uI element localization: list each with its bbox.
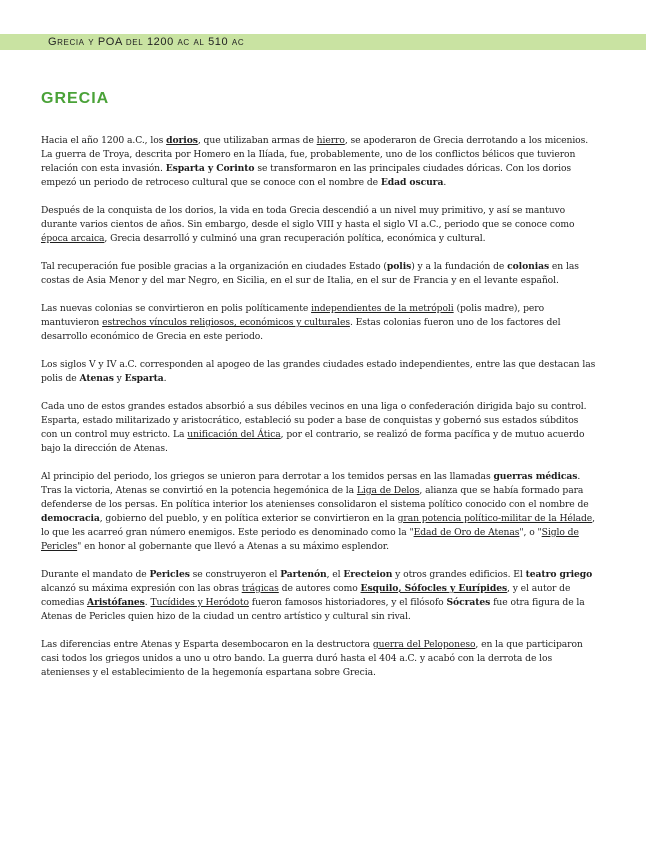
paragraph [41,470,597,554]
paragraph [41,302,597,344]
link-term[interactable]: gran potencia político-militar de la Hélade [397,513,593,524]
link-term[interactable]: hierro [316,135,345,146]
bold-term: Erecteion [343,569,393,580]
paragraph [41,134,597,190]
link-term[interactable]: Tucídides y Heródoto [150,597,249,608]
text-run: , el [326,569,344,580]
link-term-wrap[interactable] [398,513,593,524]
link-term-wrap[interactable] [357,485,420,496]
bold-term: democracia [41,513,100,524]
bold-term: Edad oscura [380,177,444,188]
text-run: , Grecia desarrolló y culminó una gran recuperación política, económica y cultural. [104,233,486,244]
text-run: . [163,373,167,384]
text-run: . Estas colonias fueron uno de los factores del desarrollo económico de Grecia en este periodo. [41,317,561,342]
paragraph [41,260,597,288]
text-run: " en honor al gobernante que llevó a Atenas a su máximo esplendor. [77,541,389,552]
bold-term: teatro griego [525,569,593,580]
text-run: , en la que participaron casi todos los griegos unidos a uno u otro bando. La guerra duró hasta el 404 a.C. y acabó con la derrota de los atenienses y el establecimiento de la hegemonía espartana sobre Grecia. [41,639,583,678]
text-run: , alianza que se había formado para defenderse de los persas. En política interior los atenienses consolidaron el sistema político conocido con el nombre de [41,485,589,510]
link-term-wrap[interactable] [317,135,345,146]
text-run: . [144,597,151,608]
link-term-wrap[interactable] [87,597,145,608]
link-term[interactable]: guerra del Peloponeso [372,639,476,650]
link-term-wrap[interactable] [102,317,350,328]
text-run: , por el contrario, se realizó de forma pacífica y de mutuo acuerdo bajo la dirección de Atenas. [41,429,585,454]
text-run: alcanzó su máxima expresión con las obras [41,583,242,594]
text-run: se transformaron en las principales ciudades dóricas. Con los dorios empezó un periodo de retroceso cultural que se conoce con el nombre de [41,163,572,188]
bold-term: colonias [507,261,550,272]
text-run: ", o " [519,527,542,538]
text-run: Hacia el año 1200 a.C., los [41,135,167,146]
bold-term: polis [386,261,412,272]
text-run: en las costas de Asia Menor y del mar Negro, en Sicilia, en el sur de Italia, en el sur de Francia y en el levante español. [41,261,579,286]
text-run: y [113,373,125,384]
link-term-wrap[interactable] [373,639,476,650]
link-term-wrap[interactable] [414,527,520,538]
text-run: Durante el mandato de [41,569,150,580]
text-run: fueron famosos historiadores, y el filósofo [248,597,447,608]
paragraph [41,204,597,246]
link-term[interactable]: Esquilo, Sófocles y Eurípides [360,583,508,594]
text-run: , y el autor de comedias [41,583,571,608]
text-run: . [443,177,447,188]
bold-term: Atenas [79,373,114,384]
bold-term: Esparta [124,373,164,384]
text-run: Las nuevas colonias se convirtieron en polis políticamente [41,303,312,314]
paragraph [41,400,597,456]
text-run: Después de la conquista de los dorios, la vida en toda Grecia descendió a un nivel muy primitivo, y así se mantuvo durante varios cientos de años. Sin embargo, desde el siglo VIII y hasta el siglo VI a.C., periodo que se conoce como [41,205,575,230]
link-term[interactable]: trágicas [241,583,279,594]
text-run: Cada uno de estos grandes estados absorbió a sus débiles vecinos en una liga o confederación dirigida bajo su control. Esparta, estado militarizado y aristocrático, estableció su poder a base de conquistas y gobernó sus estados súbditos con un control muy estricto. La [41,401,587,440]
bold-term: guerras médicas [493,471,578,482]
link-term-wrap[interactable] [150,597,248,608]
link-term-wrap[interactable] [311,303,454,314]
link-term-wrap[interactable] [187,429,280,440]
header-title: Grecia y POA del 1200 ac al 510 ac [48,36,245,48]
text-run: Las diferencias entre Atenas y Esparta desembocaron en la destructora [41,639,373,650]
document-body [41,134,597,680]
link-term-wrap[interactable] [166,135,198,146]
text-run: (polis madre), pero mantuvieron [41,303,545,328]
link-term-wrap[interactable] [41,233,104,244]
text-run: Tal recuperación fue posible gracias a la organización en ciudades Estado ( [41,261,387,272]
text-run: , se apoderaron de Grecia derrotando a los micenios. La guerra de Troya, descrita por Homero en la Ilíada, fue, probablemente, uno de los conflictos bélicos que tuvieron relación con esta invasión. [41,135,589,174]
link-term[interactable]: unificación del Ática [187,429,281,440]
bold-term: Pericles [149,569,190,580]
text-run: Los siglos V y IV a.C. corresponden al apogeo de las grandes ciudades estado independientes, entre las que destacan las polis de [41,359,596,384]
text-run: , gobierno del pueblo, y en política exterior se convirtieron en la [99,513,398,524]
bold-term: Sócrates [446,597,491,608]
paragraph [41,638,597,680]
bold-term: Partenón [280,569,327,580]
link-term[interactable]: Liga de Delos [356,485,420,496]
link-term-wrap[interactable] [361,583,508,594]
link-term[interactable]: Aristófanes [87,597,145,608]
text-run: , que utilizaban armas de [197,135,317,146]
link-term[interactable]: independientes de la metrópoli [311,303,454,314]
link-term[interactable]: Edad de Oro de Atenas [413,527,520,538]
text-run: y otros grandes edificios. El [392,569,526,580]
text-run: se construyeron el [189,569,281,580]
link-term[interactable]: Siglo de Pericles [41,527,579,552]
link-term[interactable]: estrechos vínculos religiosos, económicos y culturales [102,317,350,328]
bold-term: Esparta y Corinto [165,163,255,174]
link-term-wrap[interactable] [242,583,279,594]
text-run: . Tras la victoria, Atenas se convirtió en la potencia hegemónica de la [41,471,581,496]
paragraph [41,358,597,386]
link-term[interactable]: dorios [166,135,198,146]
text-run: de autores como [278,583,361,594]
paragraph [41,568,597,624]
text-run: Al principio del periodo, los griegos se unieron para derrotar a los temidos persas en las llamadas [41,471,494,482]
text-run: fue otra figura de la Atenas de Pericles quien hizo de la ciudad un centro artístico y cultural sin rival. [41,597,585,622]
text-run: , lo que les acarreó gran número enemigos. Este periodo es denominado como la " [41,513,595,538]
section-title: GRECIA [41,90,110,107]
link-term[interactable]: época arcaica [41,233,105,244]
text-run: ) y a la fundación de [411,261,508,272]
